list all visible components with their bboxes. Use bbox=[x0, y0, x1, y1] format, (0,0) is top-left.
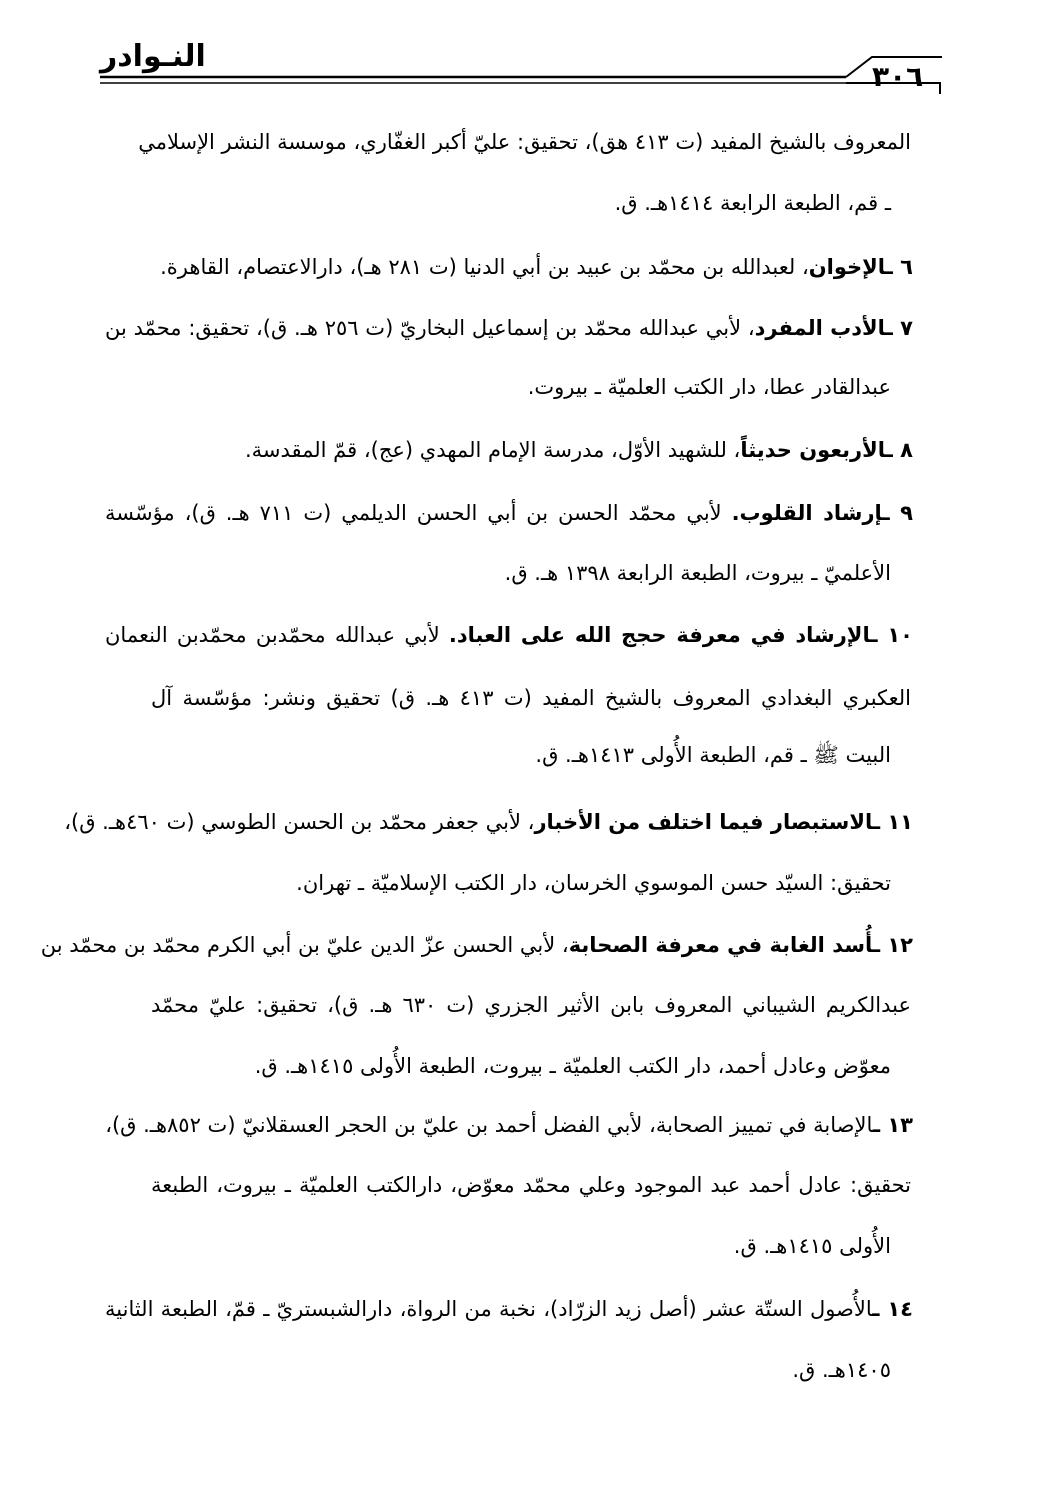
entry-10 bbox=[105, 620, 913, 650]
entry-9 bbox=[105, 498, 913, 528]
entry-title: الإخوان bbox=[808, 255, 886, 279]
entry-12-line-2: عبدالكريم الشيباني المعروف بابن الأثير الجزري (ت ٦٣٠ هـ. ق)، تحقيق: عليّ محمّد bbox=[151, 993, 911, 1017]
entry-title: الأدب المفرد bbox=[754, 316, 886, 340]
entry-number: ١٣ ـ bbox=[872, 1113, 913, 1137]
entry-6 bbox=[160, 252, 913, 282]
header-rule bbox=[0, 0, 1041, 110]
entry-title: الاستبصار فيما اختلف من الأخبار bbox=[534, 810, 873, 834]
entry-number: ٧ ـ bbox=[885, 316, 913, 340]
entry-title: أُسد الغابة في معرفة الصحابة bbox=[568, 933, 873, 957]
entry-13-line-2: تحقيق: عادل أحمد عبد الموجود وعلي محمّد معوّض، دارالكتب العلميّة ـ بيروت، الطبعة bbox=[151, 1173, 911, 1197]
entry-title: إرشاد القلوب. bbox=[731, 501, 883, 525]
entry-9-line-2: الأعلميّ ـ بيروت، الطبعة الرابعة ١٣٩٨ هـ. ق. bbox=[504, 561, 891, 585]
entry-title: الإرشاد في معرفة حجج الله على العباد. bbox=[448, 623, 871, 647]
entry-text: ، لأبي الحسن عزّ الدين عليّ بن أبي الكرم محمّد بن محمّد بن bbox=[40, 933, 569, 957]
entry-title: الإصابة في تمييز الصحابة bbox=[655, 1113, 873, 1137]
entry-7 bbox=[105, 313, 913, 343]
entry-text: ، لعبدالله بن محمّد بن عبيد بن أبي الدنيا (ت ٢٨١ هـ)، دارالاعتصام، القاهرة. bbox=[160, 255, 809, 279]
entry-number: ١١ ـ bbox=[872, 810, 913, 834]
entry-5-line-2: ـ قم، الطبعة الرابعة ١٤١٤هـ. ق. bbox=[614, 191, 891, 215]
entry-number: ٦ ـ bbox=[885, 255, 913, 279]
entry-number: ١٢ ـ bbox=[872, 933, 913, 957]
entry-10-line-2: العكبري البغدادي المعروف بالشيخ المفيد (ت ٤١٣ هـ. ق) تحقيق ونشر: مؤسّسة آل bbox=[151, 686, 911, 710]
entry-number: ١٠ ـ bbox=[870, 623, 913, 647]
entry-text: ، لأبي الفضل أحمد بن عليّ بن الحجر العسقلانيّ (ت ٨٥٢هـ. ق)، bbox=[105, 1113, 656, 1137]
entry-title: الأُصول الستّة عشر (أصل زيد الزرّاد) bbox=[550, 1297, 873, 1321]
entry-text: لأبي عبدالله محمّدبن محمّدبن النعمان bbox=[105, 623, 440, 647]
entry-text: لأبي محمّد الحسن بن أبي الحسن الديلمي (ت ٧١١ هـ. ق)، مؤسّسة bbox=[105, 501, 722, 525]
entry-number: ٩ ـ bbox=[882, 501, 913, 525]
entry-8 bbox=[245, 435, 913, 465]
entry-number: ٨ ـ bbox=[885, 438, 913, 462]
entry-text: ، للشهيد الأوّل، مدرسة الإمام المهدي (عج)، قمّ المقدسة. bbox=[244, 438, 741, 462]
entry-11 bbox=[64, 807, 913, 837]
running-title: النـوادر bbox=[100, 39, 206, 74]
entry-12-line-3: معوّض وعادل أحمد، دار الكتب العلميّة ـ بيروت، الطبعة الأُولى ١٤١٥هـ. ق. bbox=[254, 1054, 891, 1078]
entry-number: ١٤ ـ bbox=[872, 1297, 913, 1321]
entry-5-line-1: المعروف بالشيخ المفيد (ت ٤١٣ هق)، تحقيق: عليّ أكبر الغفّاري، موسسة النشر الإسلامي bbox=[138, 130, 911, 154]
entry-7-line-2: عبدالقادر عطا، دار الكتب العلميّة ـ بيروت. bbox=[527, 375, 891, 399]
entry-10-line-3: البيت ﷺ ـ قم، الطبعة الأُولى ١٤١٣هـ. ق. bbox=[535, 743, 891, 767]
entry-text: ، لأبي جعفر محمّد بن الحسن الطوسي (ت ٤٦٠هـ. ق)، bbox=[64, 810, 535, 834]
entry-text: ، لأبي عبدالله محمّد بن إسماعيل البخاريّ (ت ٢٥٦ هـ. ق)، تحقيق: محمّد بن bbox=[105, 316, 755, 340]
entry-14-line-2: ١٤٠٥هـ. ق. bbox=[792, 1358, 891, 1382]
entry-text: ، نخبة من الرواة، دارالشبستريّ ـ قمّ، الطبعة الثانية bbox=[105, 1297, 551, 1321]
page-number: ٣٠٦ bbox=[872, 60, 924, 93]
entry-11-line-2: تحقيق: السيّد حسن الموسوي الخرسان، دار الكتب الإسلاميّة ـ تهران. bbox=[296, 871, 891, 895]
entry-13-line-3: الأُولى ١٤١٥هـ. ق. bbox=[733, 1234, 891, 1258]
entry-12 bbox=[40, 930, 913, 960]
entry-14 bbox=[105, 1294, 913, 1324]
entry-title: الأربعون حديثاً bbox=[740, 438, 886, 462]
entry-13 bbox=[105, 1110, 913, 1140]
